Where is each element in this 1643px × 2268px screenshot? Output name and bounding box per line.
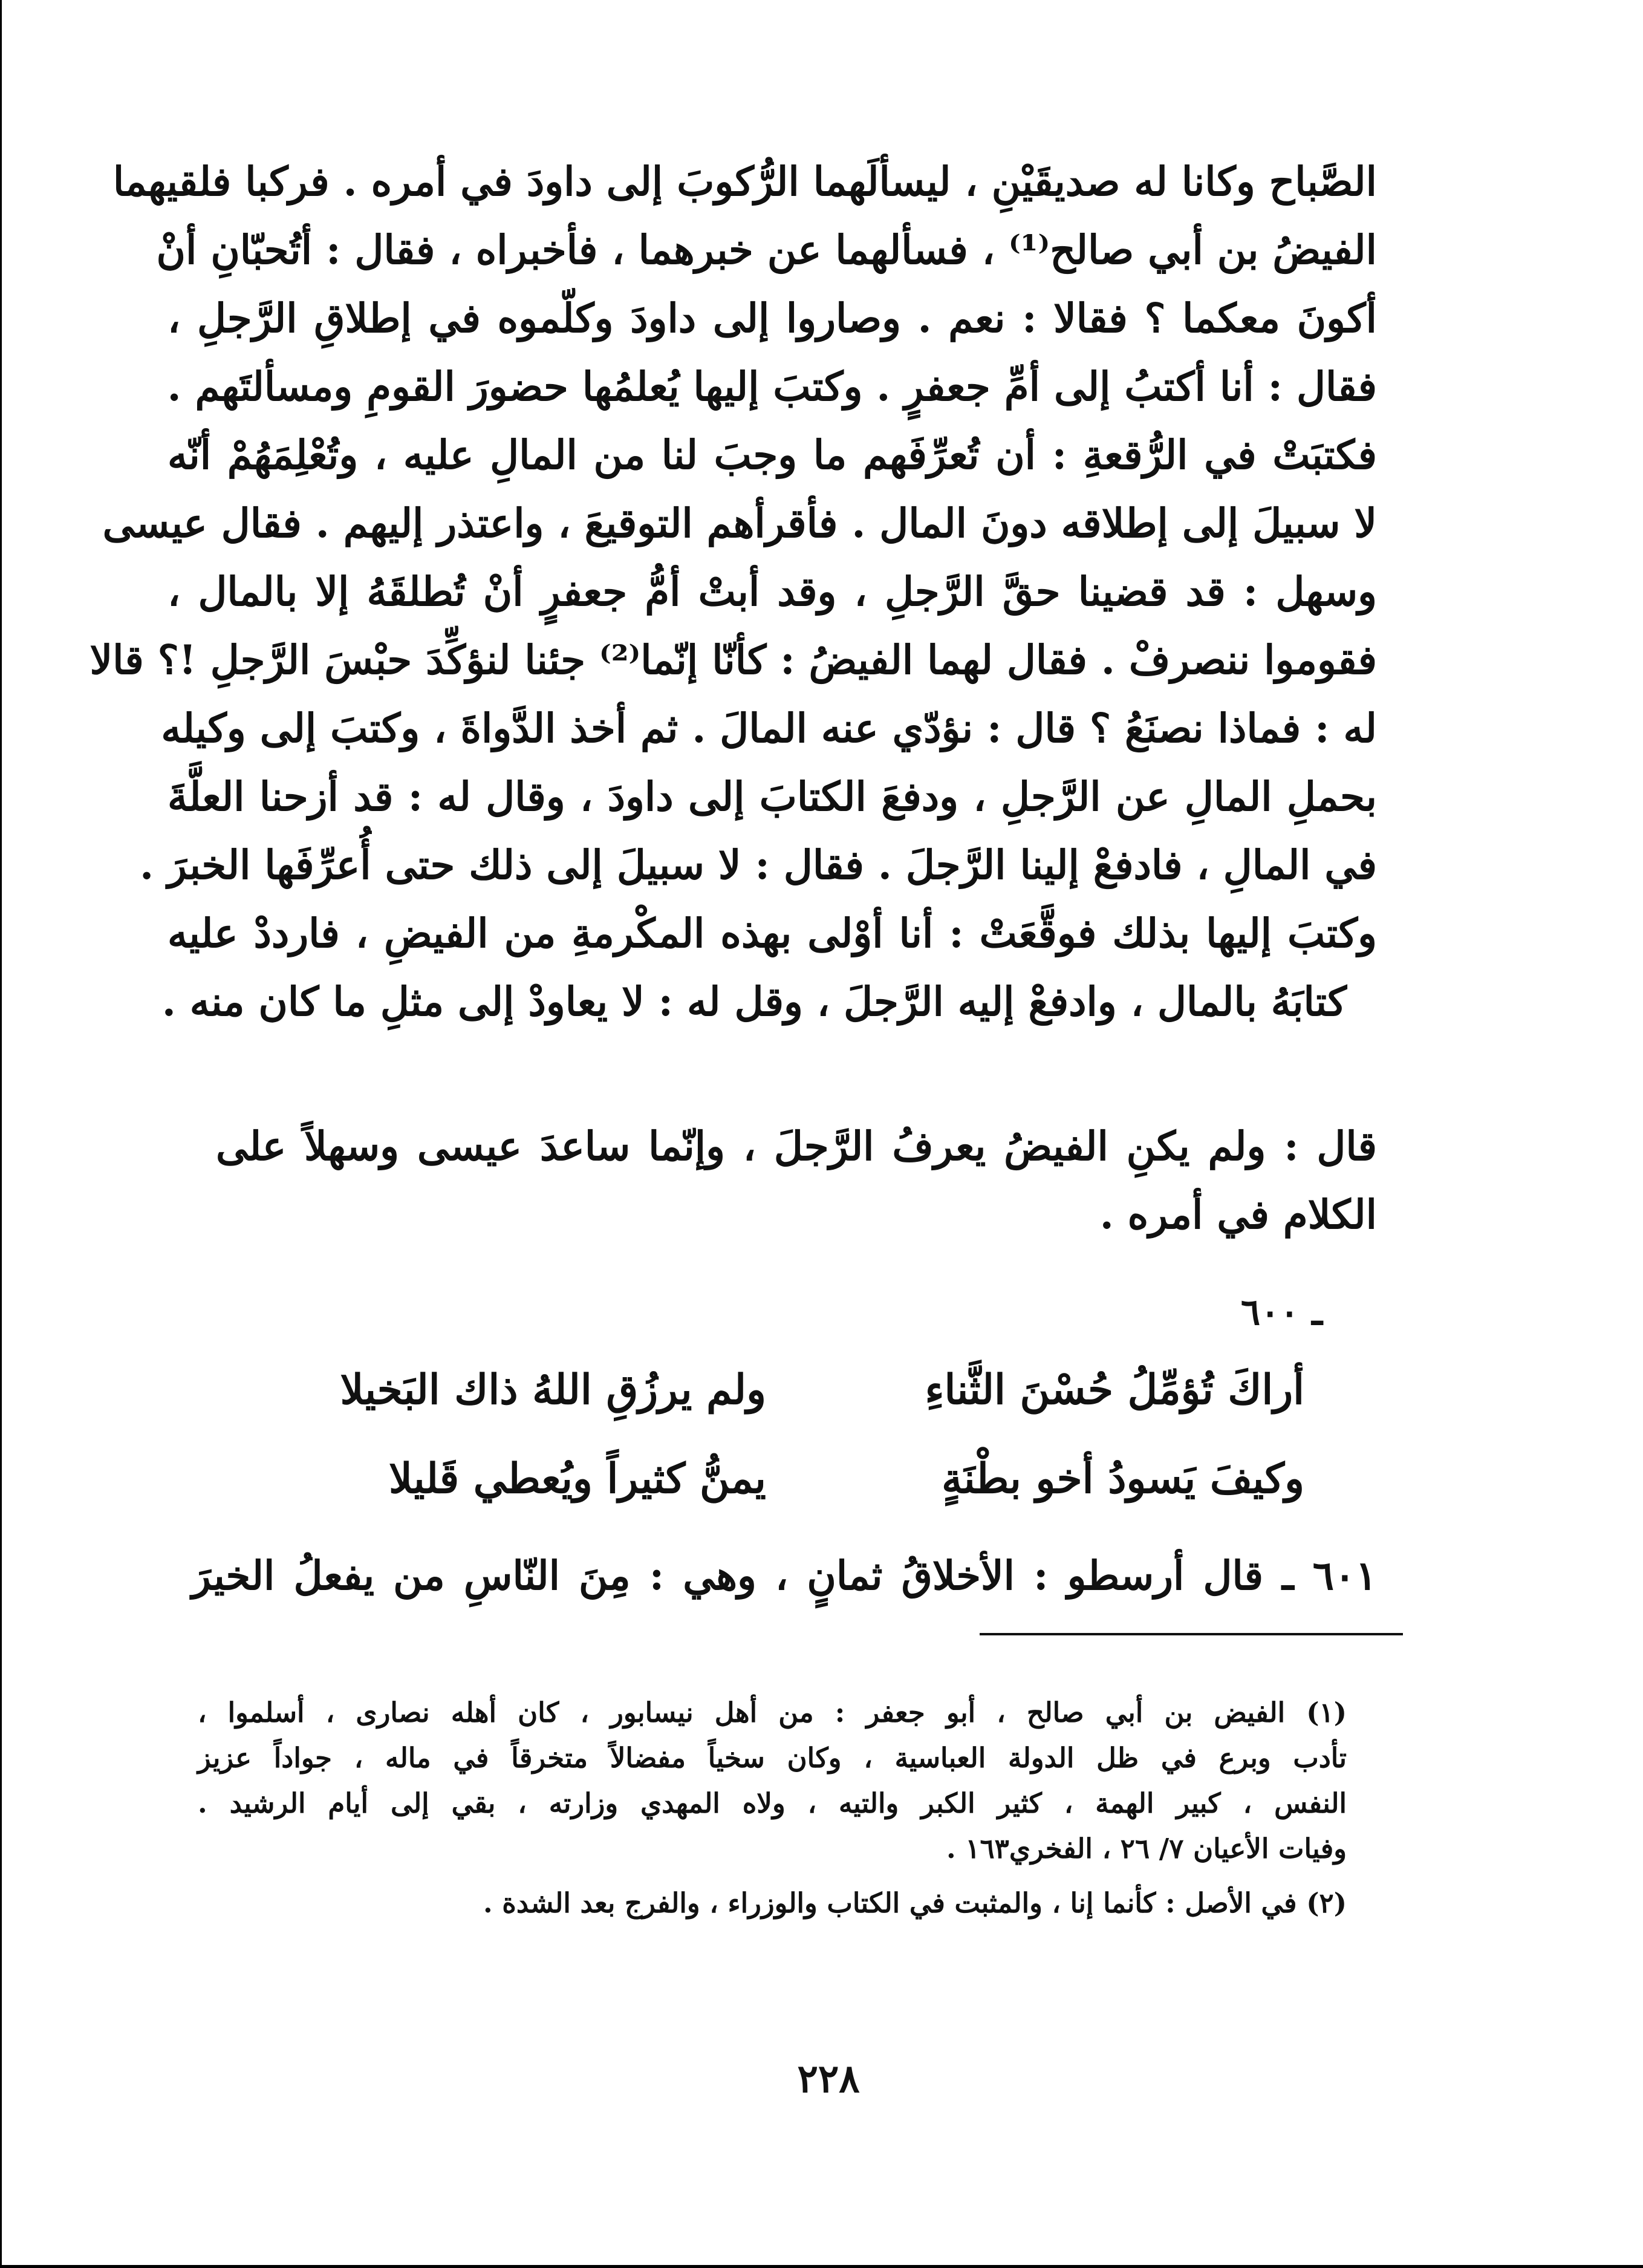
footnote-line: وفيات الأعيان ٧/ ٢٦ ، الفخري١٦٣ .	[946, 1833, 1347, 1865]
body-line: له : فماذا نصنَعُ ؟ قال : نؤدّي عنه المالَ . ثم أخذ الدَّواةَ ، وكتبَ إلى وكيله	[161, 705, 1377, 752]
body-line: أكونَ معكما ؟ فقالا : نعم . وصاروا إلى داودَ وكلّموه في إطلاقِ الرَّجلِ ،	[168, 295, 1377, 342]
verse-second-hemistich: ولم يرزُقِ اللهُ ذاك البَخيلا	[340, 1366, 766, 1414]
body-line: فكتبَتْ في الرُّقعةِ : أن تُعرِّفَهم ما وجبَ لنا من المالِ عليه ، وتُعْلِمَهُمْ أنّه	[168, 431, 1377, 478]
scan-border-left	[0, 0, 2, 2268]
footnote-line: (٢) في الأصل : كأنما إنا ، والمثبت في الكتاب والوزراء ، والفرج بعد الشدة .	[483, 1887, 1347, 1919]
verse-first-hemistich: وكيفَ يَسودُ أخو بطْنَةٍ	[942, 1455, 1304, 1503]
body-line: وسهل : قد قضينا حقَّ الرَّجلِ ، وقد أبتْ أمُّ جعفرٍ أنْ تُطلقَهُ إلا بالمال ،	[168, 568, 1377, 615]
scan-border-bottom	[0, 2265, 1643, 2268]
section-number: ـ ٦٠٠	[1240, 1291, 1323, 1334]
paragraph-line: الكلام في أمره .	[1099, 1191, 1377, 1238]
paragraph-line: قال : ولم يكنِ الفيضُ يعرفُ الرَّجلَ ، وإنّما ساعدَ عيسى وسهلاً على	[216, 1123, 1377, 1170]
body-line: لا سبيلَ إلى إطلاقه دونَ المال . فأقرأهم التوقيعَ ، واعتذر إليهم . فقال عيسى	[102, 500, 1377, 547]
body-line: بحملِ المالِ عن الرَّجلِ ، ودفعَ الكتابَ إلى داودَ ، وقال له : قد أزحنا العلَّةَ	[168, 773, 1377, 820]
verse-first-hemistich: أراكَ تُؤمِّلُ حُسْنَ الثَّناءِ	[925, 1366, 1304, 1414]
body-line: فقال : أنا أكتبُ إلى أمِّ جعفرٍ . وكتبَ إليها يُعلمُها حضورَ القومِ ومسألتَهم .	[167, 363, 1377, 410]
body-line: في المالِ ، فادفعْ إلينا الرَّجلَ . فقال : لا سبيلَ إلى ذلك حتى أُعرِّفَها الخبرَ .	[140, 841, 1377, 888]
footnote-line: النفس ، كبير الهمة ، كثير الكبر والتيه ، ولاه المهدي وزارته ، بقي إلى أيام الرشيد .	[198, 1787, 1347, 1819]
footnote-line: (١) الفيض بن أبي صالح ، أبو جعفر : من أهل نيسابور ، كان أهله نصارى ، أسلموا ،	[198, 1696, 1347, 1729]
footnote-line: تأدب وبرع في ظل الدولة العباسية ، وكان سخياً مفضالاً متخرقاً في ماله ، جواداً عزيز	[198, 1742, 1347, 1774]
body-line: فقوموا ننصرفْ . فقال لهما الفيضُ : كأنّا إنّما⁽²⁾ جئنا لنؤكِّدَ حبْسَ الرَّجلِ !؟ قالا	[89, 636, 1377, 683]
body-line: الفيضُ بن أبي صالح⁽¹⁾ ، فسألهما عن خبرهما ، فأخبراه ، فقال : أتُحبّانِ أنْ	[156, 226, 1377, 273]
body-line: كتابَهُ بالمال ، وادفعْ إليه الرَّجلَ ، وقل له : لا يعاودْ إلى مثلِ ما كان منه .	[161, 978, 1347, 1025]
body-line: وكتبَ إليها بذلك فوقَّعَتْ : أنا أوْلى بهذه المكْرمةِ من الفيضِ ، فارددْ عليه	[168, 910, 1377, 957]
verse-second-hemistich: يمنُّ كثيراً ويُعطي قَليلا	[389, 1455, 766, 1503]
body-line: الصَّباح وكانا له صديقَيْنِ ، ليسألَهما الرُّكوبَ إلى داودَ في أمره . فركبا فلقيهما	[112, 158, 1377, 205]
section-601-line: ٦٠١ ـ قال أرسطو : الأخلاقُ ثمانٍ ، وهي : مِنَ النّاسِ من يفعلُ الخيرَ	[192, 1552, 1377, 1599]
page-number: ٢٢٨	[797, 2056, 860, 2102]
footnote-separator	[980, 1633, 1403, 1635]
